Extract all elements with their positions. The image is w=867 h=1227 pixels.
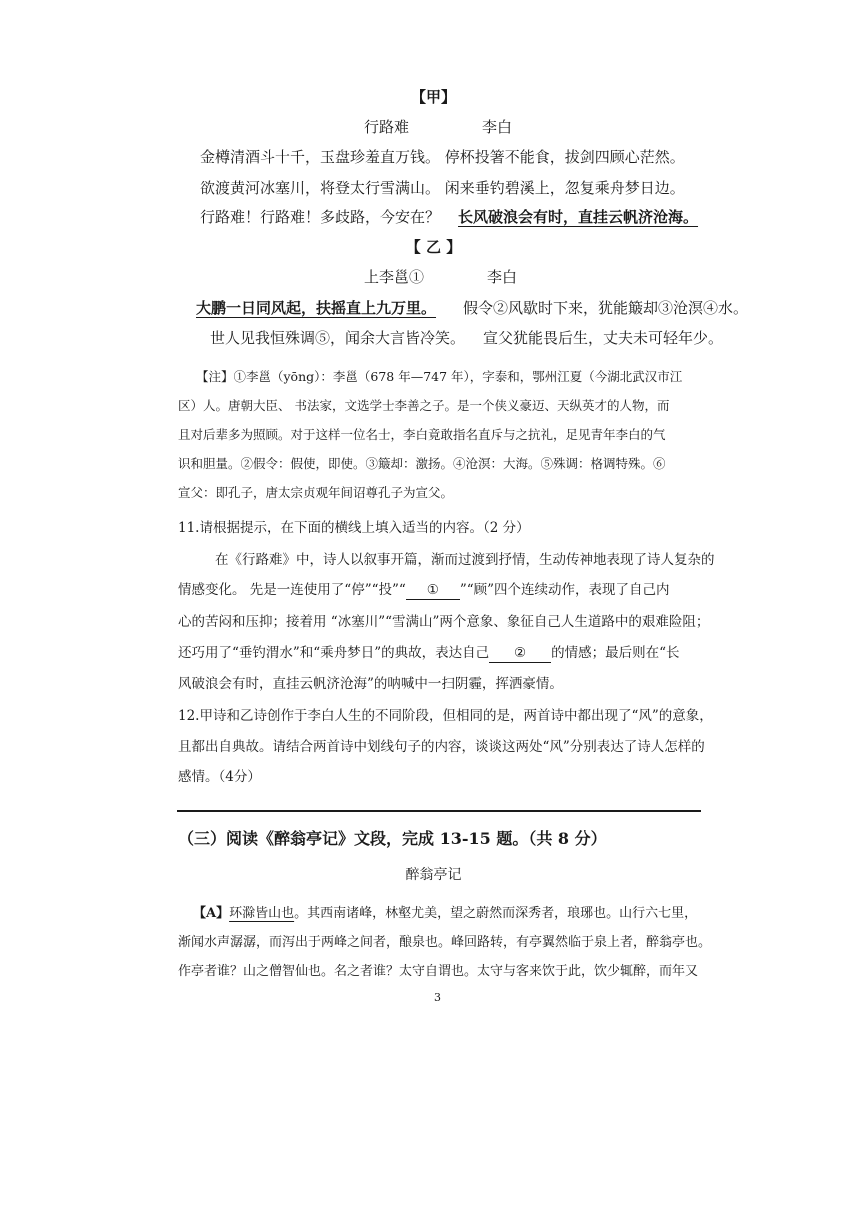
question-11-line-5: 风破浪会有时，直挂云帆济沧海”的呐喊中一扫阴霾，挥洒豪情。	[178, 676, 563, 692]
notes-line-5: 宣父：即孔子，唐太宗贞观年间诏尊孔子为宣父。	[178, 485, 454, 500]
question-11-line-2-a: 情感变化。 先是一连使用了“停”“投”“	[178, 582, 406, 598]
poem-yi-line-2-right: 宣父犹能畏后生，丈夫未可轻年少。	[483, 329, 724, 347]
section-3-title: 醉翁亭记	[405, 867, 462, 883]
poem-yi-underlined-line: 大鹏一日同风起，扶摇直上九万里。	[196, 299, 437, 317]
section-3-heading: （三）阅读《醉翁亭记》文段，完成 13-15 题。（共 8 分）	[178, 829, 607, 848]
poem-jia-line-1: 金樽清酒斗十千，玉盘珍羞直万钱。 停杯投箸不能食，拔剑四顾心茫然。	[200, 148, 685, 166]
question-11-line-4	[178, 641, 680, 663]
question-11-line-4-b: 的情感；最后则在“长	[551, 645, 680, 661]
passage-marker: 【A】	[193, 906, 230, 921]
poem-yi-title: 上李邕①	[364, 268, 425, 286]
poem-jia-author: 李白	[482, 118, 513, 136]
question-11-line-2	[178, 578, 670, 600]
question-11-line-1: 在《行路难》中，诗人以叙事开篇，渐而过渡到抒情，生动传神地表现了诗人复杂的	[215, 552, 715, 568]
notes-line-2: 区）人。唐朝大臣、 书法家，文选学士李善之子。是一个侠义豪迈、天纵英才的人物，而	[178, 398, 670, 413]
question-11-line-2-b: ”“顾”四个连续动作，表现了自己内	[459, 582, 670, 598]
section-divider	[177, 810, 701, 812]
poem-jia-label: 【甲】	[410, 88, 456, 106]
notes-line-1: 【注】①李邕（yōng）：李邕（678 年—747 年），字泰和，鄂州江夏（今湖北武汉市江	[196, 369, 683, 384]
question-12-line-3: 感情。（4分）	[178, 769, 261, 785]
question-11-stem: 11.请根据提示，在下面的横线上填入适当的内容。（2 分）	[178, 520, 530, 536]
question-12-line-2: 且都出自典故。请结合两首诗中划线句子的内容，谈谈这两处“风”分别表达了诗人怎样的	[178, 739, 705, 755]
poem-yi-label: 【 乙 】	[405, 238, 462, 256]
passage-line-1-rest: 。其西南诸峰，林壑尤美，望之蔚然而深秀者，琅琊也。山行六七里，	[294, 906, 698, 921]
notes-line-4: 识和胆量。②假令：假使，即使。③簸却：激扬。④沧溟：大海。⑤殊调：格调特殊。⑥	[178, 456, 666, 471]
passage-underlined-phrase: 环滁皆山也	[229, 906, 295, 921]
notes-line-3: 且对后辈多为照顾。对于这样一位名士，李白竟敢指名直斥与之抗礼，足见青年李白的气	[178, 427, 666, 442]
poem-jia-underlined-line: 长风破浪会有时，直挂云帆济沧海。	[458, 208, 699, 226]
question-12-line-1: 12.甲诗和乙诗创作于李白人生的不同阶段，但相同的是，两首诗中都出现了“风”的意象，	[178, 708, 713, 724]
poem-yi-line-1-right: 假令②风歇时下来，犹能簸却③沧溟④水。	[463, 299, 749, 317]
poem-jia-line-2: 欲渡黄河冰塞川，将登太行雪满山。 闲来垂钓碧溪上，忽复乘舟梦日边。	[200, 179, 685, 197]
question-11-line-3: 心的苦闷和压抑；接着用 “冰塞川”“雪满山”两个意象、象征自己人生道路中的艰难险阻；	[178, 614, 710, 630]
passage-line-2: 渐闻水声潺潺，而泻出于两峰之间者，酿泉也。峰回路转，有亭翼然临于泉上者，醉翁亭也。	[178, 935, 712, 950]
poem-yi-line-2-left: 世人见我恒殊调⑤，闻余大言皆冷笑。	[210, 329, 466, 347]
poem-jia-line-3	[200, 206, 698, 227]
passage-line-3: 作亭者谁？山之僧智仙也。名之者谁？太守自谓也。太守与客来饮于此，饮少辄醉，而年又	[178, 964, 699, 979]
passage-line-1	[193, 902, 697, 921]
answer-blank-2[interactable]: ②	[489, 644, 551, 663]
page-number: 3	[434, 991, 441, 1004]
question-11-line-4-a: 还巧用了“垂钓渭水”和“乘舟梦日”的典故，表达自己	[178, 645, 490, 661]
poem-jia-title: 行路难	[364, 118, 410, 136]
poem-yi-author: 李白	[487, 268, 518, 286]
answer-blank-1[interactable]: ①	[406, 581, 460, 600]
poem-jia-line-3-plain: 行路难！行路难！多歧路，今安在？	[200, 208, 441, 226]
